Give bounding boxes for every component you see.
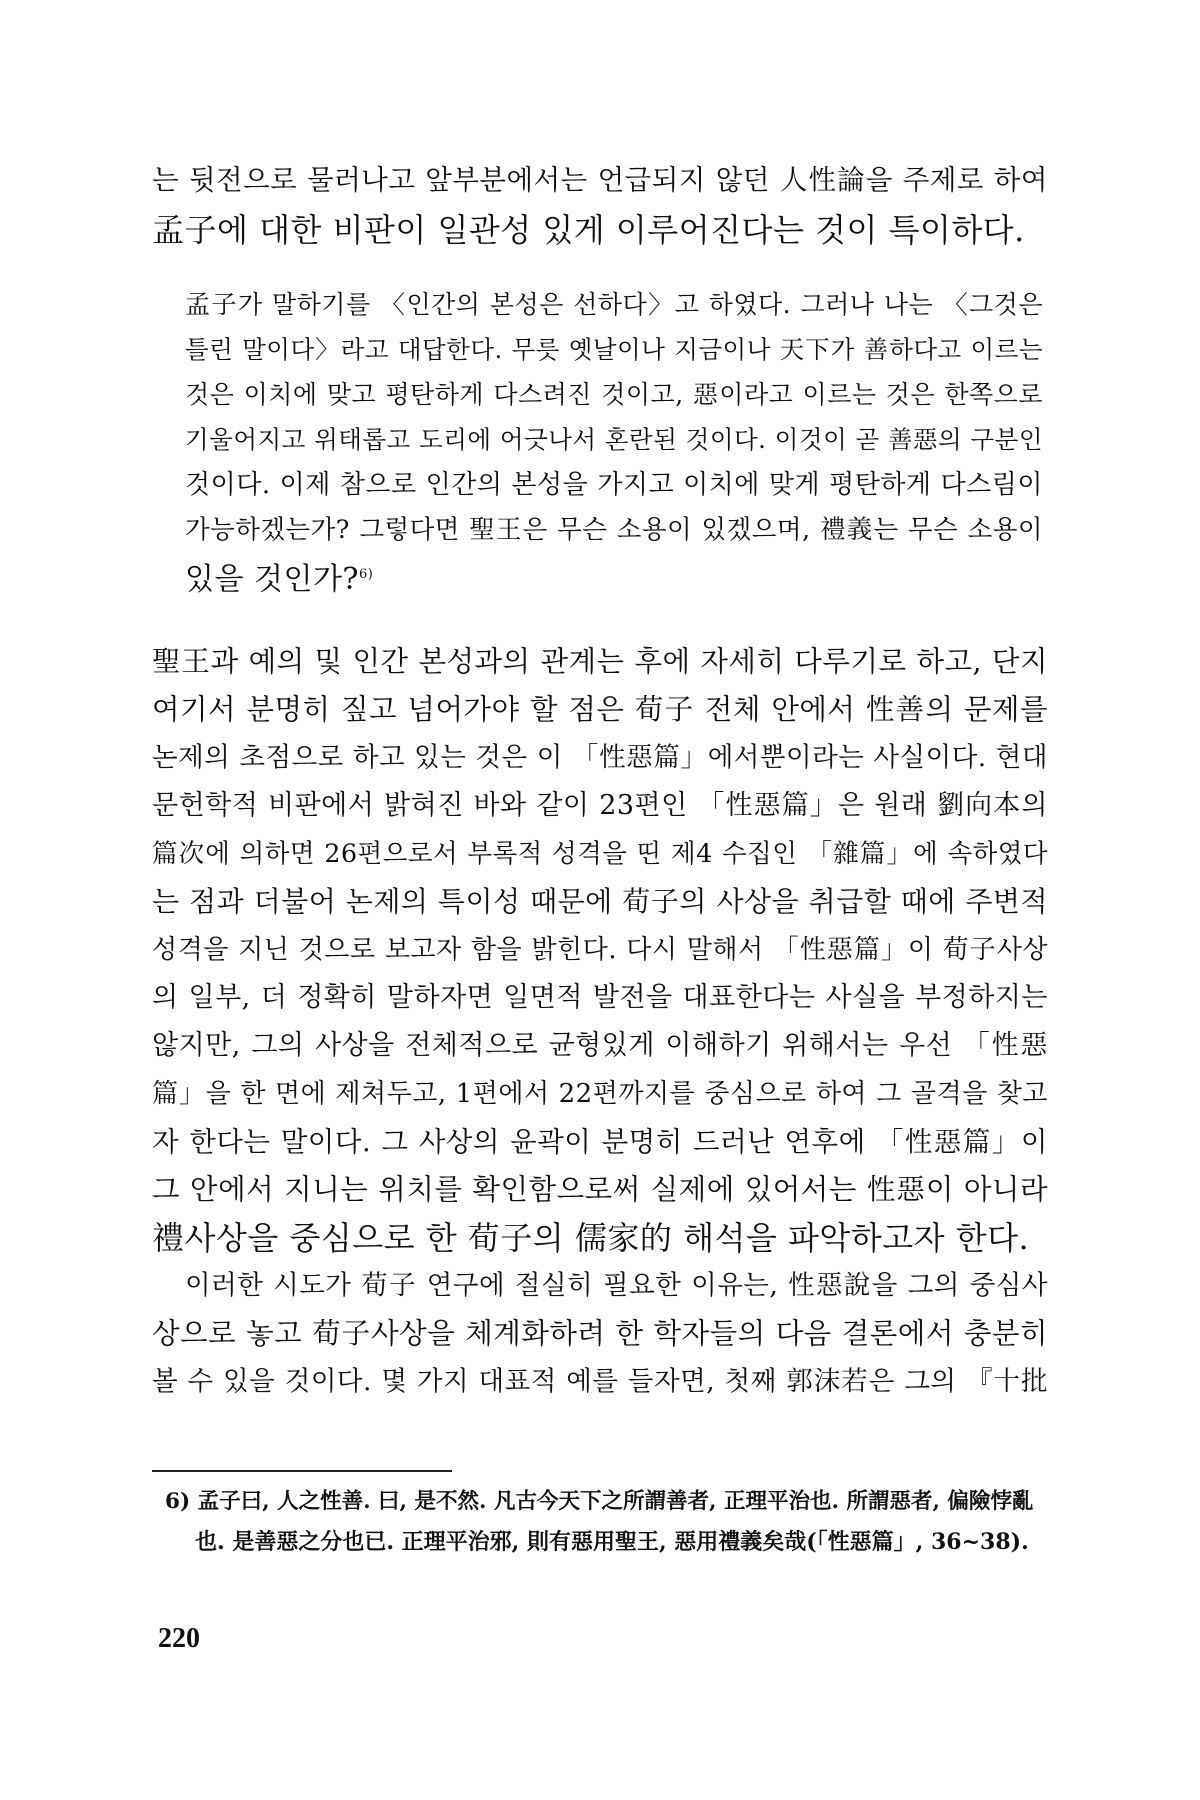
para1-line-13: 禮사상을 중심으로 한 荀子의 儒家的 해석을 파악하고자 한다.: [152, 1219, 1030, 1257]
quote-line-6: 가능하겠는가? 그렇다면 聖王은 무슨 소용이 있겠으며, 禮義는 무슨 소용이: [185, 515, 1043, 545]
intro-line-2: 孟子에 대한 비판이 일관성 있게 이루어진다는 것이 특이하다.: [152, 211, 1025, 249]
para1-line-7: 성격을 지닌 것으로 보고자 함을 밝힌다. 다시 말해서 「性惡篇」이 荀子사상: [152, 935, 1048, 965]
para1-line-6: 는 점과 더불어 논제의 특이성 때문에 荀子의 사상을 취급할 때에 주변적: [152, 885, 1048, 918]
quote-line-3: 것은 이치에 맞고 평탄하게 다스려진 것이고, 惡이라고 이르는 것은 한쪽으로: [185, 380, 1043, 409]
para1-line-8: 의 일부, 더 정확히 말하자면 일면적 발전을 대표한다는 사실을 부정하지는: [152, 982, 1048, 1013]
para1-line-2: 여기서 분명히 짚고 넘어가야 할 점은 荀子 전체 안에서 性善의 문제를: [152, 693, 1048, 726]
footnote-divider: [152, 1470, 452, 1472]
footnote-line-2: 也. 是善惡之分也已. 正理平治邪, 則有惡用聖王, 惡用禮義矣哉(「性惡篇」, 36~38).: [195, 1529, 1029, 1555]
para2-line-2: 상으로 놓고 荀子사상을 체계화하려 한 학자들의 다음 결론에서 충분히: [152, 1317, 1048, 1350]
para2-line-1: 이러한 시도가 荀子 연구에 절실히 필요한 이유는, 性惡說을 그의 중심사: [185, 1270, 1048, 1301]
para2-line-3: 볼 수 있을 것이다. 몇 가지 대표적 예를 들자면, 첫째 郭沫若은 그의 『十批: [152, 1366, 1048, 1397]
quote-line-5: 것이다. 이제 참으로 인간의 본성을 가지고 이치에 맞게 평탄하게 다스림이: [185, 470, 1043, 500]
quote-line-2: 틀린 말이다〉라고 대답한다. 무릇 옛날이나 지금이나 天下가 善하다고 이르는: [185, 335, 1043, 364]
page-number: 220: [158, 1623, 200, 1654]
para1-line-9: 않지만, 그의 사상을 전체적으로 균형있게 이해하기 위해서는 우선 「性惡: [152, 1030, 1048, 1061]
para1-line-12: 그 안에서 지니는 위치를 확인함으로써 실제에 있어서는 性惡이 아니라: [152, 1173, 1048, 1206]
para1-line-5: 篇次에 의하면 26편으로서 부록적 성격을 띤 제4 수집인 「雜篇」에 속하였다: [152, 839, 1048, 869]
footnote-ref: 6): [359, 567, 374, 582]
quote-line-7: [185, 555, 1043, 600]
quote-line-4: 기울어지고 위태롭고 도리에 어긋나서 혼란된 것이다. 이것이 곧 善惡의 구분인: [185, 425, 1043, 454]
quote-last-text: 있을 것인가?: [185, 562, 360, 597]
footnote-line-1: 6) 孟子曰, 人之性善. 曰, 是不然. 凡古今天下之所謂善者, 正理平治也. 所謂惡者, 偏險悖亂: [165, 1489, 1034, 1514]
para1-line-1: 聖王과 예의 및 인간 본성과의 관계는 후에 자세히 다루기로 하고, 단지: [152, 645, 1048, 678]
para1-line-10: 篇」을 한 면에 제쳐두고, 1편에서 22편까지를 중심으로 하여 그 골격을 찾고: [152, 1079, 1048, 1109]
quote-line-1: 孟子가 말하기를 〈인간의 본성은 선하다〉고 하였다. 그러나 나는 〈그것은: [185, 290, 1043, 319]
intro-line-1: 는 뒷전으로 물러나고 앞부분에서는 언급되지 않던 人性論을 주제로 하여: [152, 164, 1048, 196]
para1-line-4: 문헌학적 비판에서 밝혀진 바와 같이 23편인 「性惡篇」은 원래 劉向本의: [152, 790, 1048, 821]
para1-line-3: 논제의 초점으로 하고 있는 것은 이 「性惡篇」에서뿐이라는 사실이다. 현대: [152, 742, 1048, 773]
para1-line-11: 자 한다는 말이다. 그 사상의 윤곽이 분명히 드러난 연후에 「性惡篇」이: [152, 1126, 1048, 1158]
